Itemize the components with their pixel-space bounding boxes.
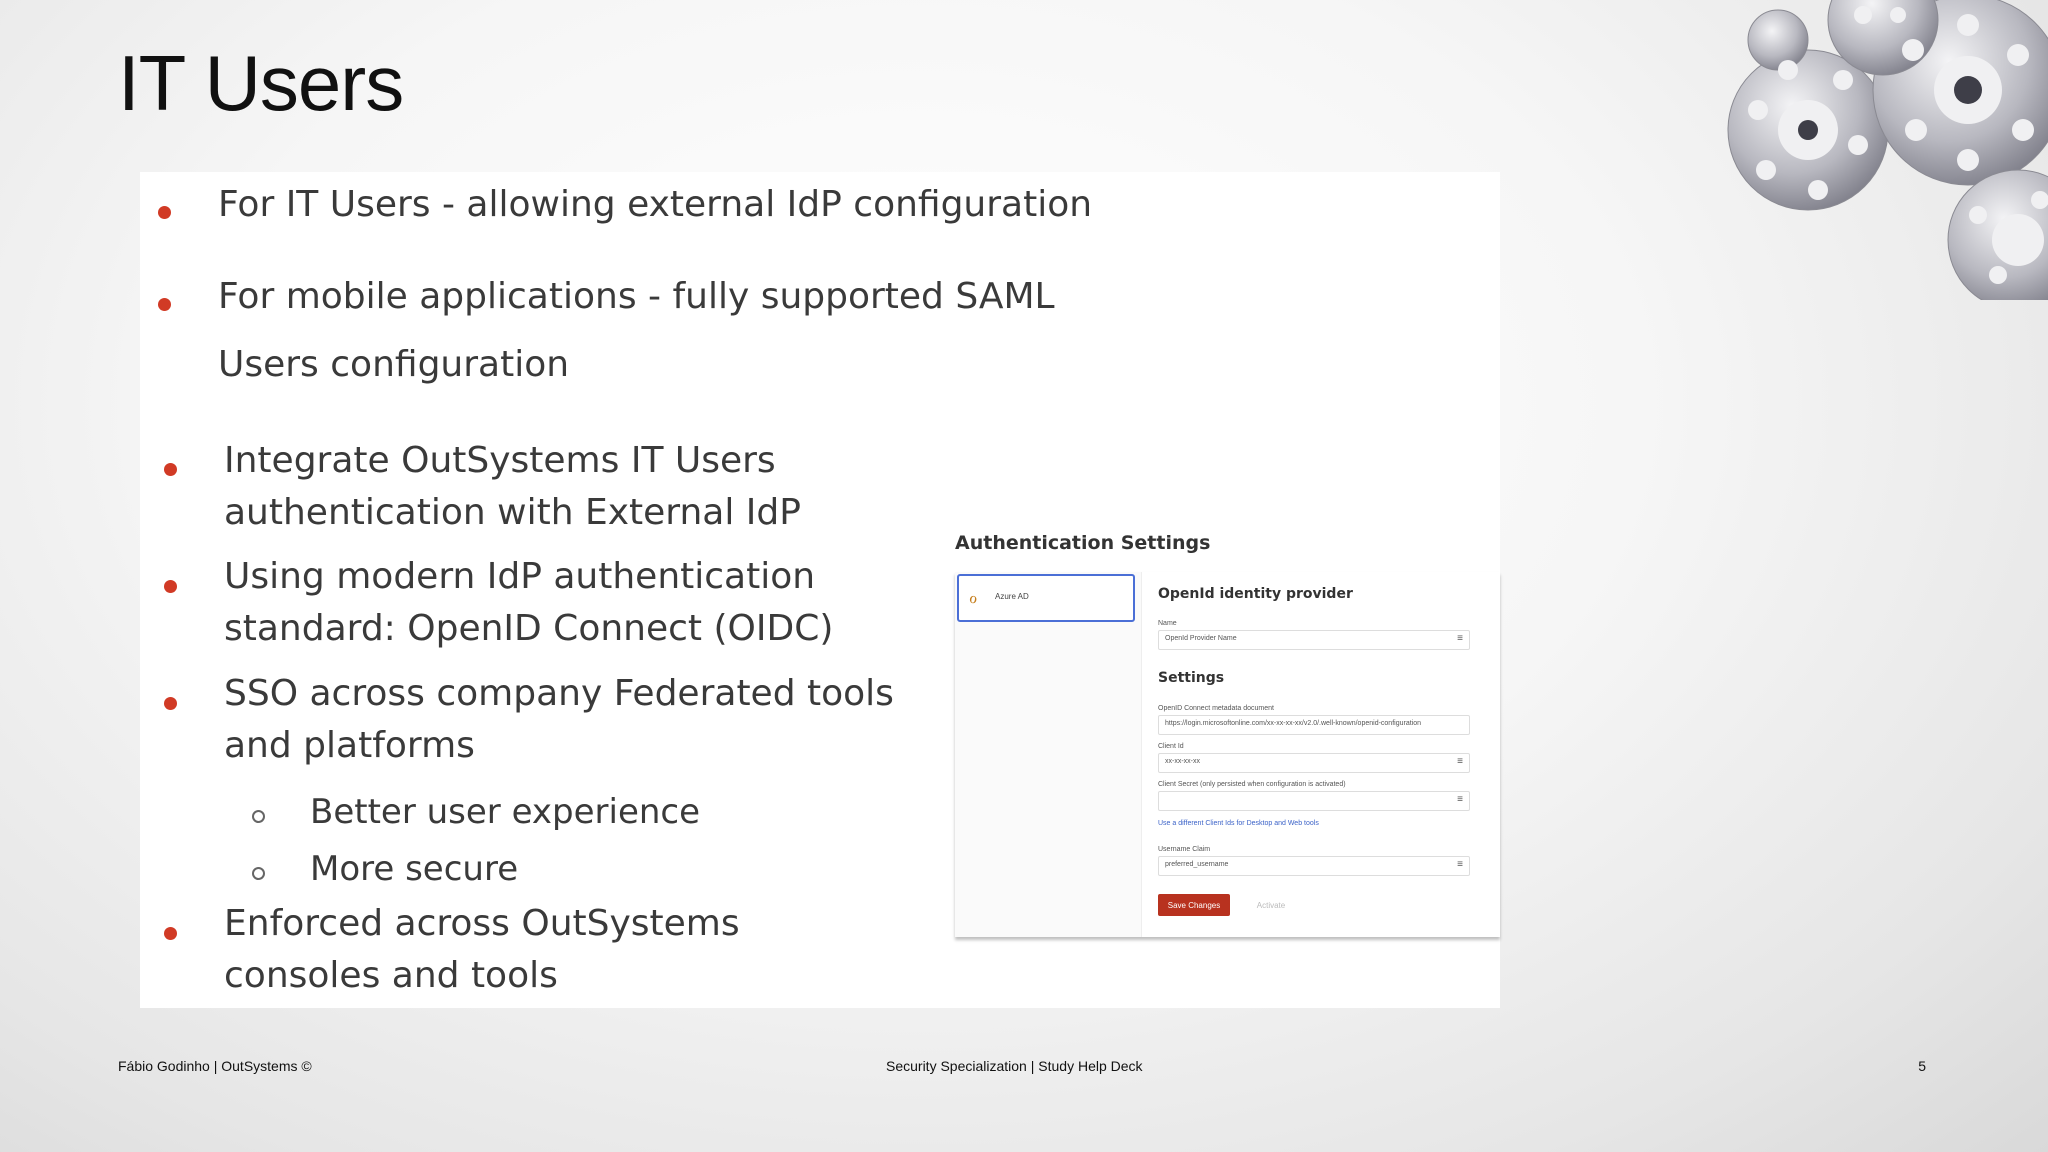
sub-bullet-text: Better user experience [310,792,701,832]
field-menu-icon: ≡ [1457,794,1463,805]
openid-icon: ℴ [969,587,978,607]
bullet-text-continued: authentication with External IdP [224,492,801,533]
bullet-text-continued: standard: OpenID Connect (OIDC) [224,608,834,649]
metadata-label: OpenID Connect metadata document [1158,705,1274,712]
client-id-value: xx-xx-xx-xx [1165,758,1200,765]
username-claim-field[interactable] [1158,856,1470,876]
bullet-text-continued: consoles and tools [224,955,558,996]
bullet-text: Integrate OutSystems IT Users [224,440,776,481]
different-client-link[interactable]: Use a different Client Ids for Desktop and Web tools [1158,820,1319,827]
bullet-dot [158,206,171,219]
metadata-field[interactable] [1158,715,1470,735]
bullet-dot [164,463,177,476]
sub-bullet-text: More secure [310,849,519,889]
metadata-value: https://login.microsoftonline.com/xx-xx-xx-xx/v2.0/.well-known/openid-configuration [1165,720,1421,727]
name-field[interactable] [1158,630,1470,650]
provider-heading: OpenId identity provider [1158,586,1353,602]
bullet-text-continued: and platforms [224,725,475,766]
bullet-text-continued: Users configuration [218,344,570,385]
sub-bullet-circle [252,810,265,823]
footer-author: Fábio Godinho | OutSystems © [118,1058,312,1074]
auth-settings-card [955,572,1500,937]
username-claim-value: preferred_username [1165,861,1229,868]
bullet-dot [164,697,177,710]
provider-list [955,572,1142,937]
bullet-dot [158,298,171,311]
auth-settings-title: Authentication Settings [955,532,1211,554]
bullet-text: SSO across company Federated tools [224,673,894,714]
provider-item-azure-ad[interactable] [957,574,1135,622]
client-id-label: Client Id [1158,743,1184,750]
name-label: Name [1158,620,1177,627]
field-menu-icon: ≡ [1457,756,1463,767]
sub-bullet-circle [252,867,265,880]
field-menu-icon: ≡ [1457,859,1463,870]
bullet-dot [164,927,177,940]
footer-deck-title: Security Specialization | Study Help Deck [886,1058,1143,1074]
activate-button[interactable]: Activate [1246,894,1296,916]
bullet-dot [164,580,177,593]
bullet-text: For IT Users - allowing external IdP configuration [218,184,1093,225]
content-panel [140,172,1500,1008]
name-value: OpenId Provider Name [1165,635,1237,642]
auth-settings-screenshot [955,532,1500,952]
provider-label: Azure AD [995,592,1029,601]
provider-form [1158,572,1488,937]
gears-icon [1668,0,2048,300]
bullet-text: For mobile applications - fully supported SAML [218,276,1055,317]
client-secret-label: Client Secret (only persisted when configuration is activated) [1158,781,1346,788]
bullet-text: Enforced across OutSystems [224,903,740,944]
page-number: 5 [1918,1058,1926,1074]
slide-title: IT Users [118,39,404,127]
field-menu-icon: ≡ [1457,633,1463,644]
settings-heading: Settings [1158,670,1225,686]
bullet-text: Using modern IdP authentication [224,556,816,597]
client-secret-field[interactable] [1158,791,1470,811]
client-id-field[interactable] [1158,753,1470,773]
save-changes-button[interactable]: Save Changes [1158,894,1230,916]
username-claim-label: Username Claim [1158,846,1211,853]
